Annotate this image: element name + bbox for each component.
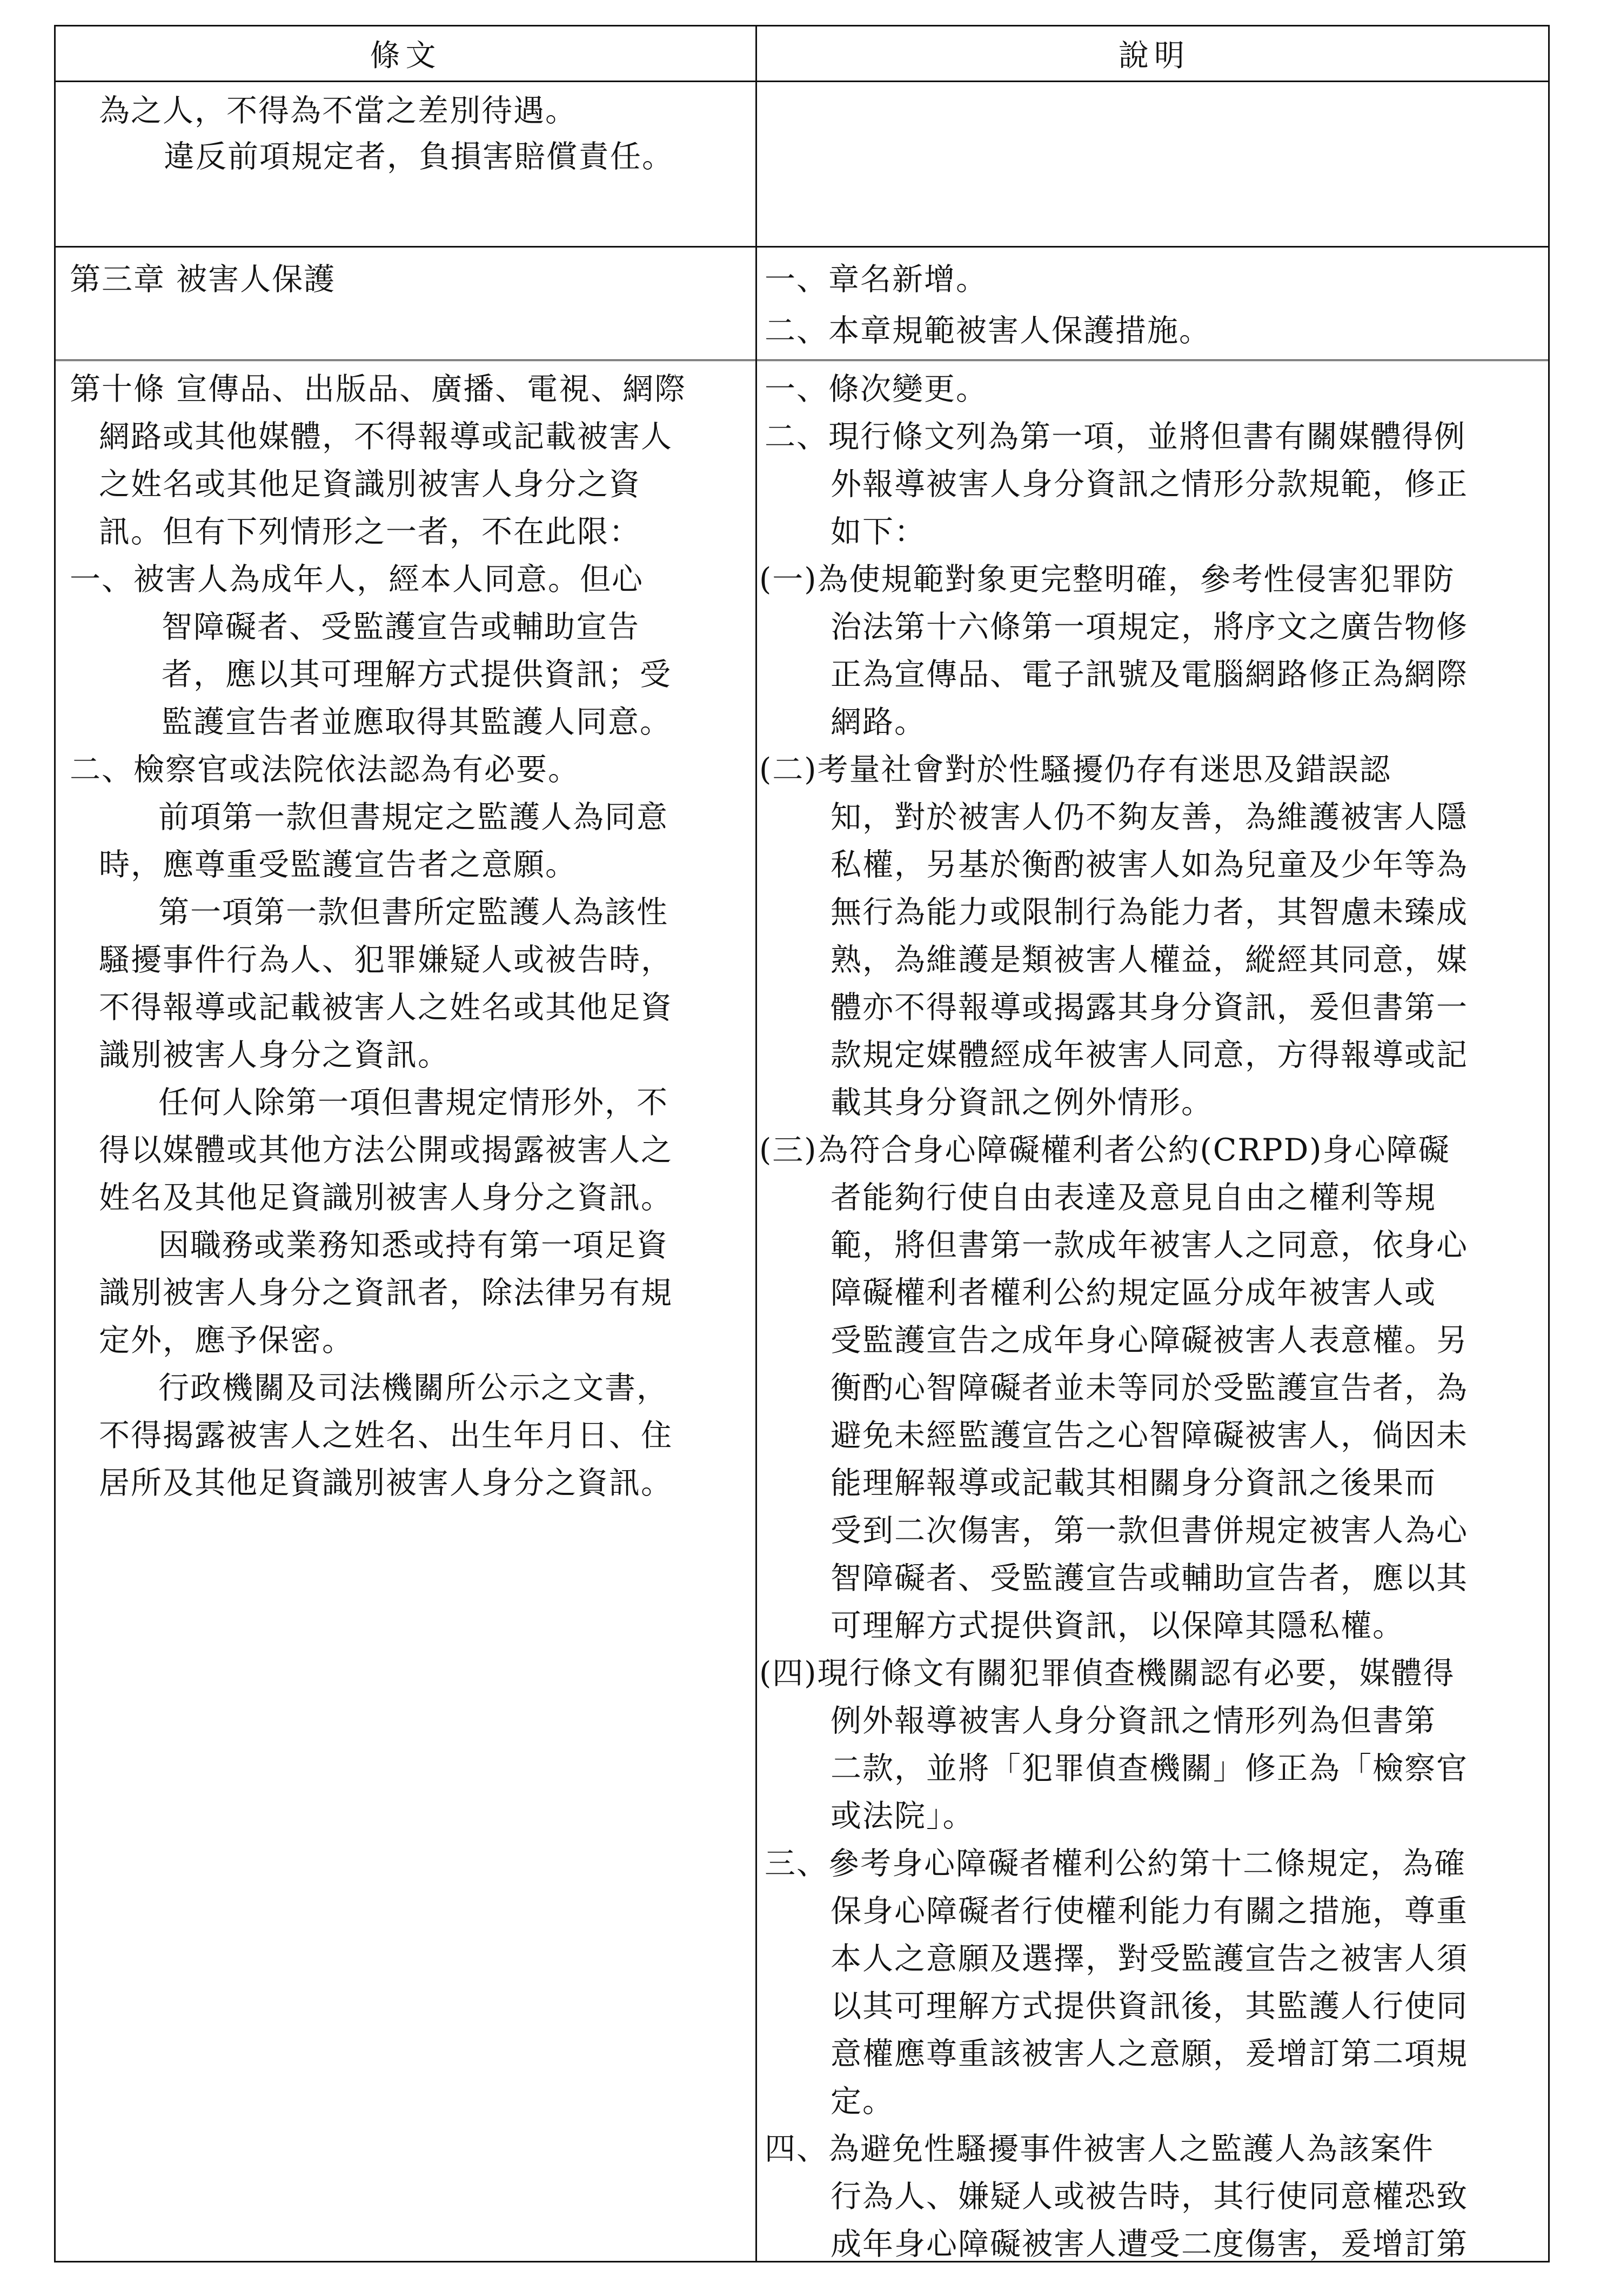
explanation-line: (三)為符合身心障礙權利者公約(CRPD)身心障礙 (759, 1132, 1450, 1168)
explanation-line: 三、參考身心障礙者權利公約第十二條規定，為確 (765, 1846, 1466, 1881)
header-divider (56, 81, 1548, 82)
explanation-line: 熟，為維護是類被害人權益，縱經其同意，媒 (831, 942, 1468, 978)
article-line: 者，應以其可理解方式提供資訊；受 (162, 657, 672, 692)
row-divider-2 (56, 359, 1548, 363)
explanation-line: (一)為使規範對象更完整明確，參考性侵害犯罪防 (759, 562, 1455, 597)
explanation-line: 網路。 (831, 704, 926, 740)
explanation-line: 一、條次變更。 (765, 371, 988, 407)
explanation-line: 能理解報導或記載其相關身分資訊之後果而 (831, 1465, 1436, 1501)
explanation-line: 知，對於被害人仍不夠友善，為維護被害人隱 (831, 799, 1468, 835)
explanation-line: 衡酌心智障礙者並未等同於受監護宣告者，為 (831, 1370, 1468, 1406)
article-line: 騷擾事件行為人、犯罪嫌疑人或被告時， (99, 942, 673, 978)
explanation-line: 受到二次傷害，第一款但書併規定被害人為心 (831, 1513, 1468, 1549)
explanation-line: 體亦不得報導或揭露其身分資訊，爰但書第一 (831, 990, 1468, 1025)
article-line: 第十條 宣傳品、出版品、廣播、電視、網際 (70, 371, 687, 407)
article-line: 因職務或業務知悉或持有第一項足資 (158, 1227, 668, 1263)
explanation-line: 外報導被害人身分資訊之情形分款規範，修正 (831, 466, 1468, 502)
article-line: 第一項第一款但書所定監護人為該性 (158, 895, 668, 930)
explanation-line: 一、章名新增。 (765, 262, 988, 297)
article-line: 訊。但有下列情形之一者，不在此限： (99, 514, 641, 550)
explanation-line: 可理解方式提供資訊，以保障其隱私權。 (831, 1608, 1404, 1644)
explanation-line: 如下： (831, 514, 926, 550)
article-line: 任何人除第一項但書規定情形外，不 (158, 1085, 668, 1120)
explanation-line: 者能夠行使自由表達及意見自由之權利等規 (831, 1180, 1436, 1216)
chapter-title-line: 第三章 被害人保護 (70, 262, 336, 297)
explanation-line: 定。 (831, 2084, 894, 2119)
article-line: 識別被害人身分之資訊。 (99, 1037, 450, 1073)
explanation-line: 本人之意願及選擇，對受監護宣告之被害人須 (831, 1941, 1468, 1977)
article-line: 之姓名或其他足資識別被害人身分之資 (99, 466, 641, 502)
article-line: 定外，應予保密。 (99, 1323, 354, 1358)
explanation-line: 例外報導被害人身分資訊之情形列為但書第 (831, 1703, 1436, 1739)
explanation-line: 正為宣傳品、電子訊號及電腦網路修正為網際 (831, 657, 1468, 692)
explanation-line: (二)考量社會對於性騷擾仍存有迷思及錯誤認 (759, 752, 1391, 787)
explanation-line: 意權應尊重該被害人之意願，爰增訂第二項規 (831, 2036, 1468, 2072)
article-line: 為之人，不得為不當之差別待遇。 (99, 93, 577, 129)
article-line: 監護宣告者並應取得其監護人同意。 (162, 704, 672, 740)
article-line: 識別被害人身分之資訊者，除法律另有規 (99, 1275, 673, 1311)
explanation-line: 治法第十六條第一項規定，將序文之廣告物修 (831, 609, 1468, 645)
explanation-line: 二款，並將「犯罪偵查機關」修正為「檢察官 (831, 1751, 1468, 1786)
explanation-line: 私權，另基於衡酌被害人如為兒童及少年等為 (831, 847, 1468, 883)
explanation-line: (四)現行條文有關犯罪偵查機關認有必要，媒體得 (759, 1656, 1455, 1691)
article-line: 一、被害人為成年人，經本人同意。但心 (70, 562, 644, 597)
comparison-table (54, 25, 1550, 2262)
header-explanation: 說明 (1119, 38, 1190, 74)
article-line: 智障礙者、受監護宣告或輔助宣告 (162, 609, 640, 645)
article-line: 前項第一款但書規定之監護人為同意 (158, 799, 668, 835)
explanation-line: 範，將但書第一款成年被害人之同意，依身心 (831, 1227, 1468, 1263)
explanation-line: 以其可理解方式提供資訊後，其監護人行使同 (831, 1988, 1468, 2024)
explanation-line: 載其身分資訊之例外情形。 (831, 1085, 1213, 1120)
explanation-line: 保身心障礙者行使權利能力有關之措施，尊重 (831, 1893, 1468, 1929)
explanation-line: 成年身心障礙被害人遭受二度傷害，爰增訂第 (831, 2226, 1468, 2262)
explanation-line: 或法院」。 (831, 1798, 975, 1834)
explanation-line: 四、為避免性騷擾事件被害人之監護人為該案件 (765, 2131, 1434, 2167)
explanation-line: 無行為能力或限制行為能力者，其智慮未臻成 (831, 895, 1468, 930)
article-line: 行政機關及司法機關所公示之文書， (158, 1370, 668, 1406)
article-line: 居所及其他足資識別被害人身分之資訊。 (99, 1465, 673, 1501)
explanation-line: 避免未經監護宣告之心智障礙被害人，倘因未 (831, 1418, 1468, 1453)
row-divider-1 (56, 246, 1548, 248)
explanation-line: 受監護宣告之成年身心障礙被害人表意權。另 (831, 1323, 1468, 1358)
explanation-line: 二、現行條文列為第一項，並將但書有關媒體得例 (765, 419, 1466, 455)
article-line: 姓名及其他足資識別被害人身分之資訊。 (99, 1180, 673, 1216)
article-line: 違反前項規定者，負損害賠償責任。 (164, 139, 674, 175)
header-articles: 條文 (370, 38, 441, 74)
explanation-line: 款規定媒體經成年被害人同意，方得報導或記 (831, 1037, 1468, 1073)
explanation-line: 行為人、嫌疑人或被告時，其行使同意權恐致 (831, 2179, 1468, 2214)
article-line: 得以媒體或其他方法公開或揭露被害人之 (99, 1132, 673, 1168)
article-line: 時，應尊重受監護宣告者之意願。 (99, 847, 577, 883)
explanation-line: 障礙權利者權利公約規定區分成年被害人或 (831, 1275, 1436, 1311)
article-line: 不得揭露被害人之姓名、出生年月日、住 (99, 1418, 673, 1453)
article-line: 不得報導或記載被害人之姓名或其他足資 (99, 990, 673, 1025)
explanation-line: 智障礙者、受監護宣告或輔助宣告者，應以其 (831, 1560, 1468, 1596)
article-line: 網路或其他媒體，不得報導或記載被害人 (99, 419, 673, 455)
explanation-line: 二、本章規範被害人保護措施。 (765, 313, 1211, 349)
article-line: 二、檢察官或法院依法認為有必要。 (70, 752, 580, 787)
